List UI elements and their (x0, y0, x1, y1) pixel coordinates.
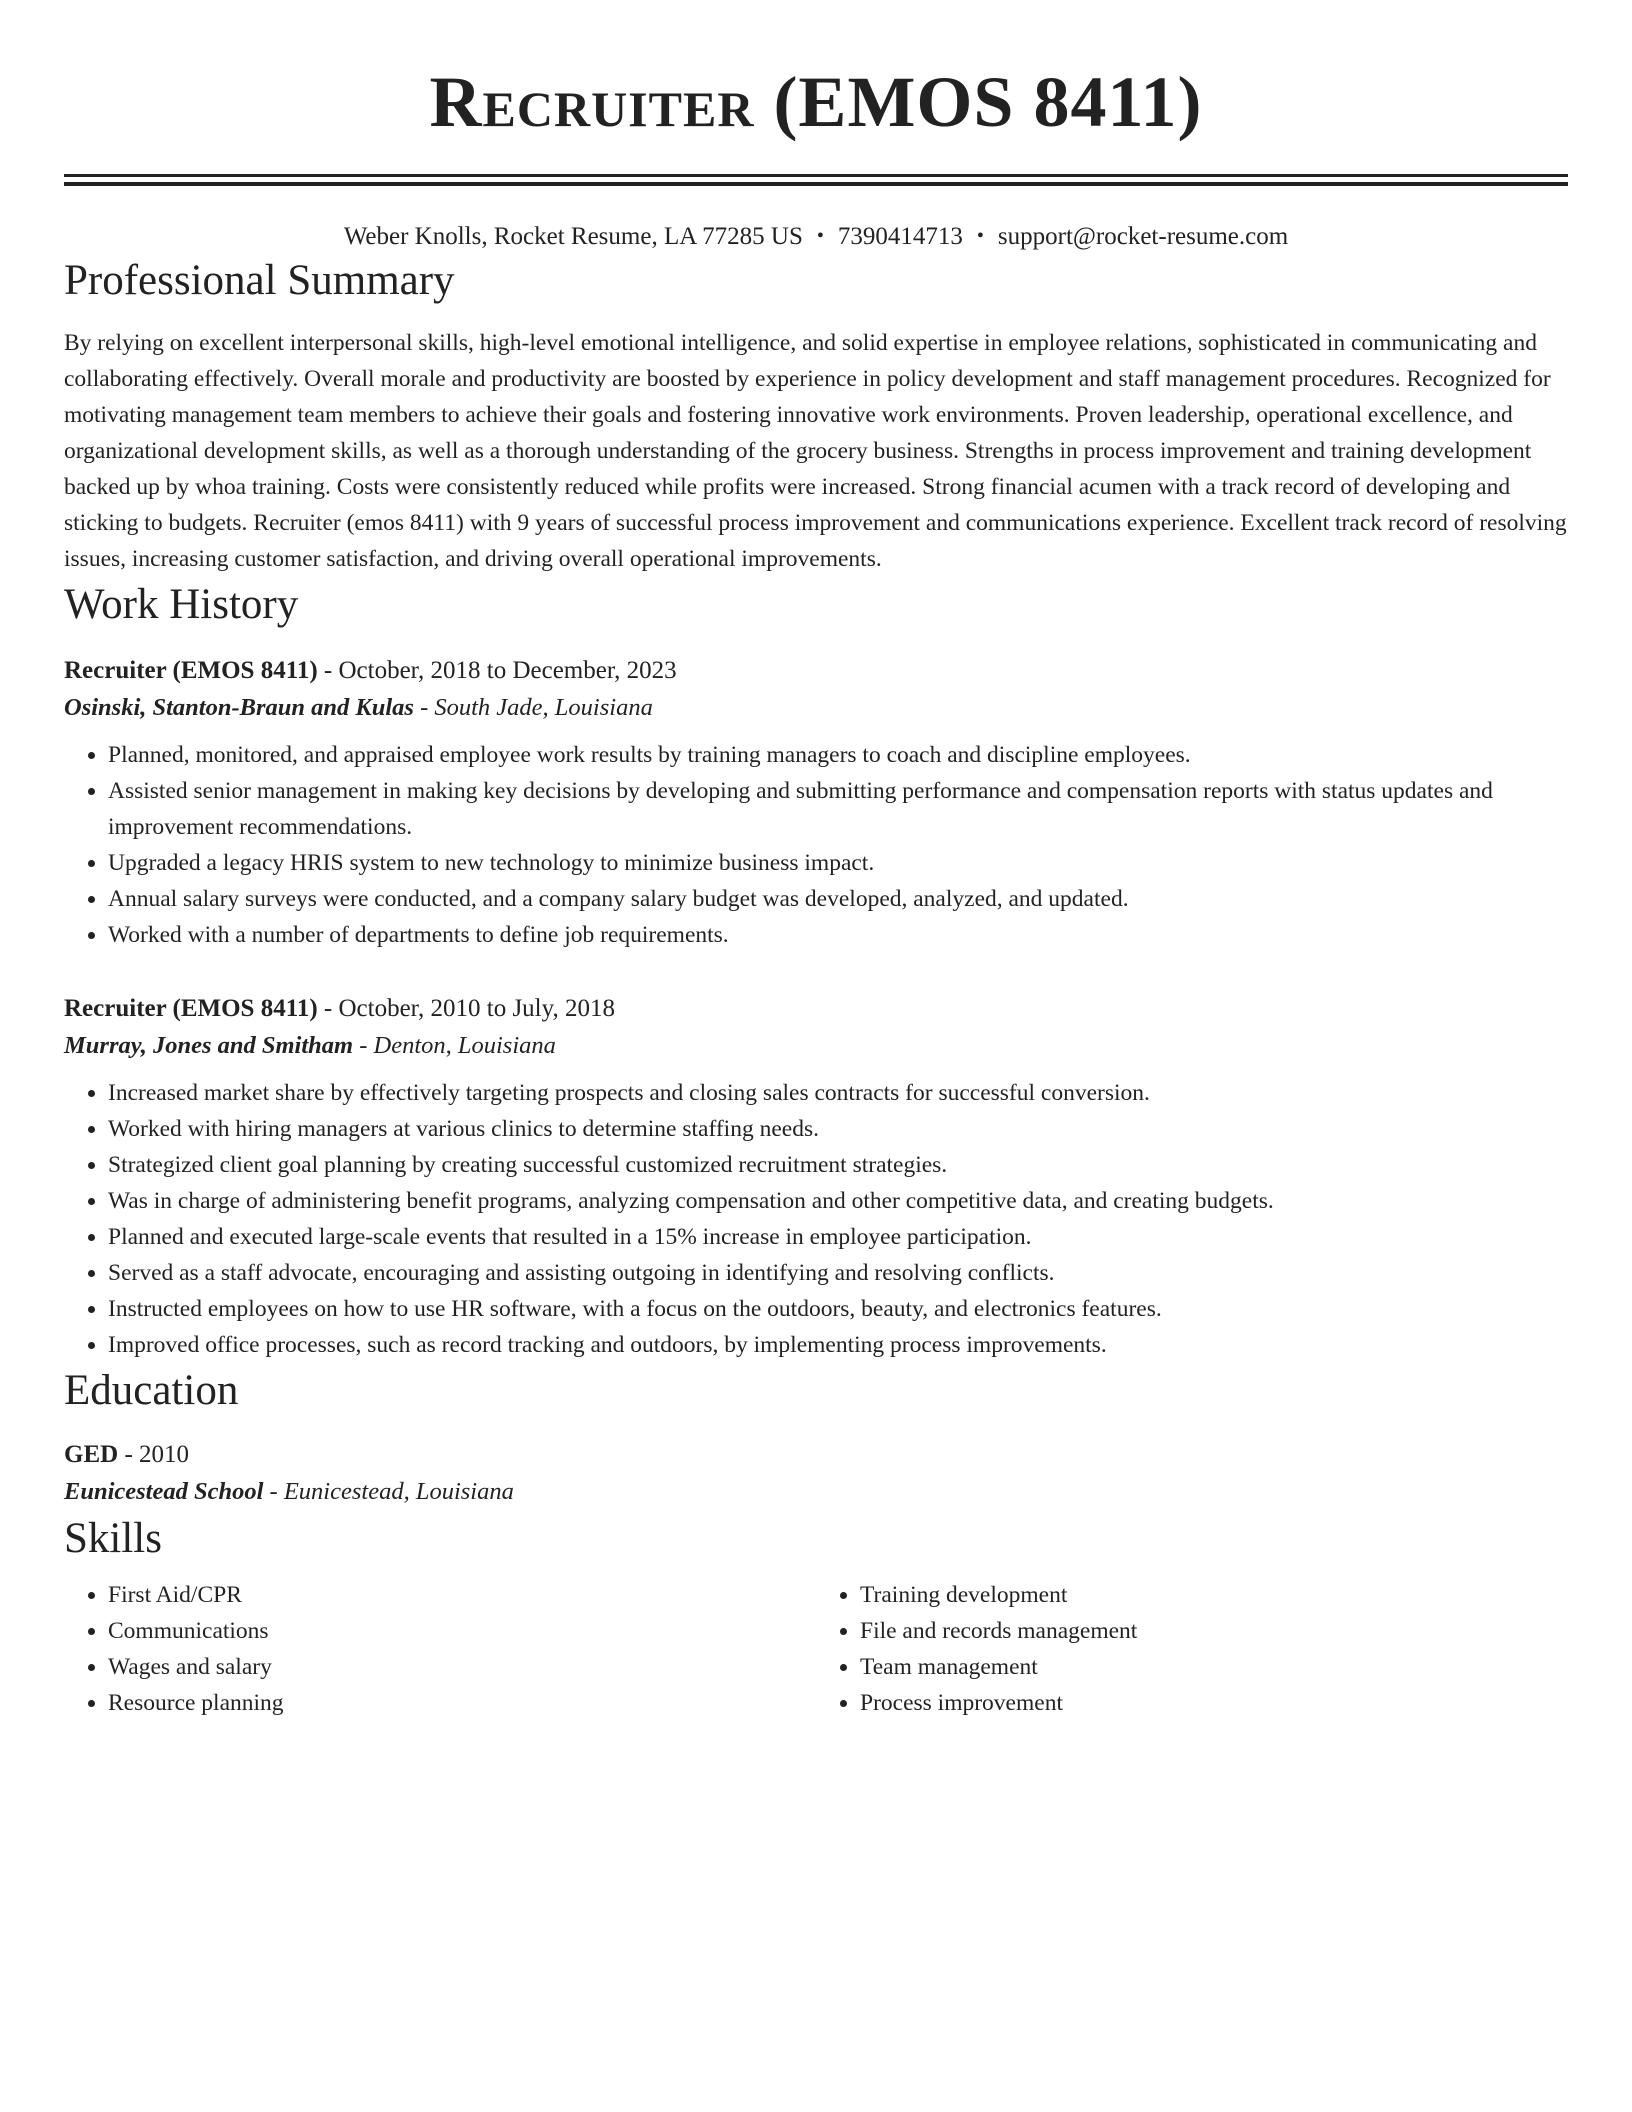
job-dates: - October, 2018 to December, 2023 (317, 657, 677, 684)
company-line (64, 1027, 1568, 1065)
skill-item: • Wages and salary (108, 1649, 816, 1685)
summary-heading: Professional Summary (64, 257, 455, 304)
contact-line (64, 220, 1568, 253)
skill-item: • Process improvement (860, 1685, 1568, 1721)
skills-column-right (816, 1577, 1568, 1721)
job-bullet: • Annual salary surveys were conducted, and a company salary budget was developed, analyzed, and updated. (108, 881, 1568, 917)
job-bullet: • Assisted senior management in making key decisions by developing and submitting performance and compensation reports with status updates and improvement recommendations. (108, 773, 1568, 845)
job-bullets (64, 1075, 1568, 1363)
education-heading: Education (64, 1367, 239, 1414)
degree-year: - 2010 (118, 1441, 190, 1468)
skills-heading: Skills (64, 1515, 162, 1562)
contact-phone: 7390414713 (837, 223, 963, 250)
job-bullet: • Planned, monitored, and appraised employee work results by training managers to coach and discipline employees. (108, 737, 1568, 773)
job-bullet: • Worked with a number of departments to define job requirements. (108, 917, 1568, 953)
job-title-line (64, 653, 1568, 689)
company-name: Osinski, Stanton-Braun and Kulas (64, 694, 414, 721)
job-entry (64, 653, 1568, 953)
skill-item: • File and records management (860, 1613, 1568, 1649)
job-bullet: • Strategized client goal planning by creating successful customized recruitment strategies. (108, 1147, 1568, 1183)
skill-item: • Resource planning (108, 1685, 816, 1721)
job-bullets (64, 737, 1568, 953)
job-bullet: • Served as a staff advocate, encouraging and assisting outgoing in identifying and resolving conflicts. (108, 1255, 1568, 1291)
job-dates: - October, 2010 to July, 2018 (317, 995, 615, 1022)
job-bullet: • Planned and executed large-scale events that resulted in a 15% increase in employee participation. (108, 1219, 1568, 1255)
company-line (64, 689, 1568, 727)
school-location: - Eunicestead, Louisiana (263, 1478, 514, 1505)
job-bullet: • Upgraded a legacy HRIS system to new technology to minimize business impact. (108, 845, 1568, 881)
skill-item: • Training development (860, 1577, 1568, 1613)
skills-list (64, 1577, 1568, 1721)
company-location: - South Jade, Louisiana (413, 694, 653, 721)
education-entry (64, 1437, 1568, 1511)
job-title: Recruiter (EMOS 8411) (64, 995, 318, 1022)
job-title-line (64, 991, 1568, 1027)
job-bullet: • Instructed employees on how to use HR software, with a focus on the outdoors, beauty, and electronics features. (108, 1291, 1568, 1327)
contact-separator: • (816, 225, 824, 247)
header-divider-bottom (64, 182, 1568, 186)
contact-email[interactable]: support@rocket-resume.com (997, 223, 1289, 250)
degree-name: GED (64, 1441, 119, 1468)
header-divider-top (64, 174, 1568, 177)
job-bullet: • Improved office processes, such as record tracking and outdoors, by implementing process improvements. (108, 1327, 1568, 1363)
job-title: Recruiter (EMOS 8411) (64, 657, 318, 684)
job-bullet: • Worked with hiring managers at various clinics to determine staffing needs. (108, 1111, 1568, 1147)
work-history-heading: Work History (64, 581, 299, 628)
job-bullet: • Increased market share by effectively targeting prospects and closing sales contracts for successful conversion. (108, 1075, 1568, 1111)
contact-address: Weber Knolls, Rocket Resume, LA 77285 US (343, 223, 803, 250)
school-name: Eunicestead School (64, 1478, 264, 1505)
skill-item: • Communications (108, 1613, 816, 1649)
summary-text: By relying on excellent interpersonal skills, high-level emotional intelligence, and solid expertise in employee relations, sophisticated in communicating and collaborating effectively. Overall morale and productivity are boosted by experience in policy development and staff management procedures. Recognized for motivating management team members to achieve their goals and fostering innovative work environments. Proven leadership, operational excellence, and organizational development skills, as well as a thorough understanding of the grocery business. Strengths in process improvement and training development backed up by whoa training. Costs were consistently reduced while profits were increased. Strong financial acumen with a track record of developing and sticking to budgets. Recruiter (emos 8411) with 9 years of successful process improvement and communications experience. Excellent track record of resolving issues, increasing customer satisfaction, and driving overall operational improvements. (64, 330, 1567, 572)
school-line (64, 1473, 1568, 1511)
skill-item: • Team management (860, 1649, 1568, 1685)
contact-separator: • (976, 225, 984, 247)
company-name: Murray, Jones and Smitham (64, 1032, 354, 1059)
skill-item: • First Aid/CPR (108, 1577, 816, 1613)
skills-column-left (64, 1577, 816, 1721)
job-entry (64, 991, 1568, 1363)
degree-line (64, 1437, 1568, 1473)
resume-title: Recruiter (EMOS 8411) (429, 62, 1203, 142)
job-bullet: • Was in charge of administering benefit programs, analyzing compensation and other competitive data, and creating budgets. (108, 1183, 1568, 1219)
company-location: - Denton, Louisiana (353, 1032, 556, 1059)
